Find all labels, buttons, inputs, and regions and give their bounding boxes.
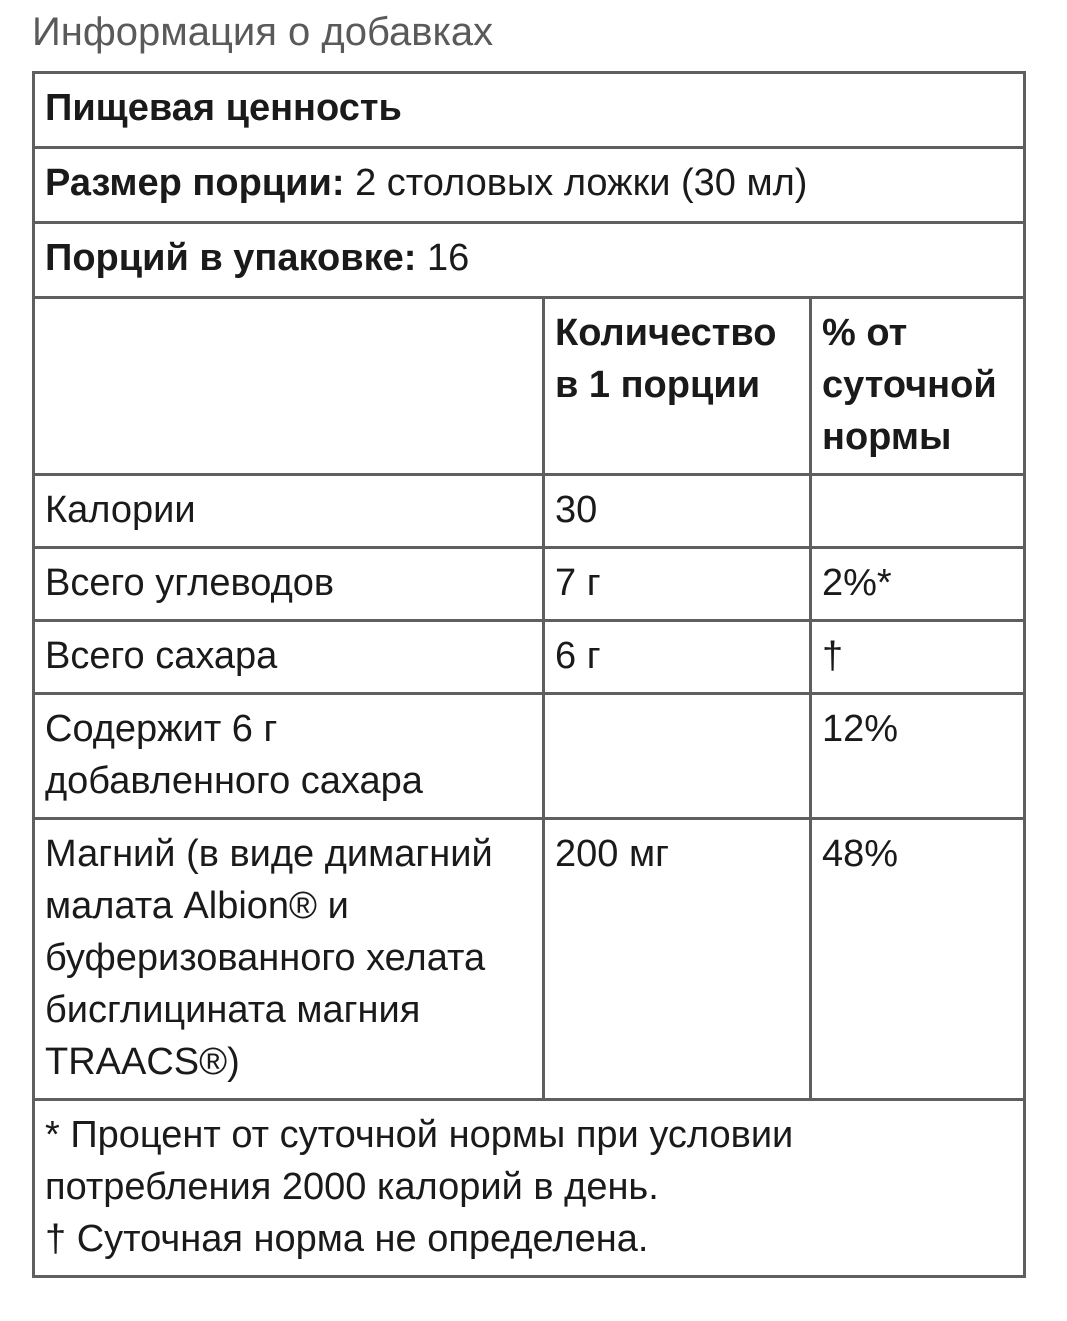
servings-value: 16 xyxy=(426,237,470,279)
facts-title-text: Пищевая ценность xyxy=(45,87,402,129)
column-header-row xyxy=(34,298,1025,475)
nutrient-name: Всего углеводов xyxy=(34,548,544,621)
nutrient-amount xyxy=(544,694,811,819)
serving-size-label: Размер порции: xyxy=(45,162,345,204)
footnotes-row xyxy=(34,1100,1025,1277)
servings-label: Порций в упаковке: xyxy=(45,237,417,279)
table-row xyxy=(34,548,1025,621)
table-row xyxy=(34,819,1025,1100)
table-row xyxy=(34,694,1025,819)
amount-column-header: Количество в 1 порции xyxy=(544,298,811,475)
supplement-facts-table xyxy=(32,71,1026,1278)
servings-per-container-row xyxy=(34,223,1025,298)
nutrient-daily-value: 48% xyxy=(811,819,1025,1100)
nutrient-name: Калории xyxy=(34,475,544,548)
footnote-not-established: † Суточная норма не определена. xyxy=(45,1218,649,1260)
servings-cell xyxy=(34,223,1025,298)
empty-header-cell xyxy=(34,298,544,475)
nutrient-daily-value xyxy=(811,475,1025,548)
serving-size-cell xyxy=(34,148,1025,223)
facts-title xyxy=(34,73,1025,148)
nutrient-daily-value: 2%* xyxy=(811,548,1025,621)
facts-title-row xyxy=(34,73,1025,148)
page-heading: Информация о добавках xyxy=(32,10,494,54)
nutrient-name: Содержит 6 г добавленного сахара xyxy=(34,694,544,819)
nutrient-name: Всего сахара xyxy=(34,621,544,694)
nutrient-daily-value: † xyxy=(811,621,1025,694)
serving-size-value: 2 столовых ложки (30 мл) xyxy=(355,162,808,204)
footnote-daily-value: * Процент от суточной нормы при условии потребления 2000 калорий в день. xyxy=(45,1114,794,1208)
nutrient-amount: 6 г xyxy=(544,621,811,694)
footnotes-cell xyxy=(34,1100,1025,1277)
serving-size-row xyxy=(34,148,1025,223)
table-row xyxy=(34,475,1025,548)
table-row xyxy=(34,621,1025,694)
nutrient-daily-value: 12% xyxy=(811,694,1025,819)
nutrient-amount: 30 xyxy=(544,475,811,548)
daily-value-column-header: % от суточной нормы xyxy=(811,298,1025,475)
nutrient-name: Магний (в виде димагний малата Albion® и буферизованного хелата бисглицината магния TRAACS®) xyxy=(34,819,544,1100)
nutrient-amount: 7 г xyxy=(544,548,811,621)
nutrient-amount: 200 мг xyxy=(544,819,811,1100)
